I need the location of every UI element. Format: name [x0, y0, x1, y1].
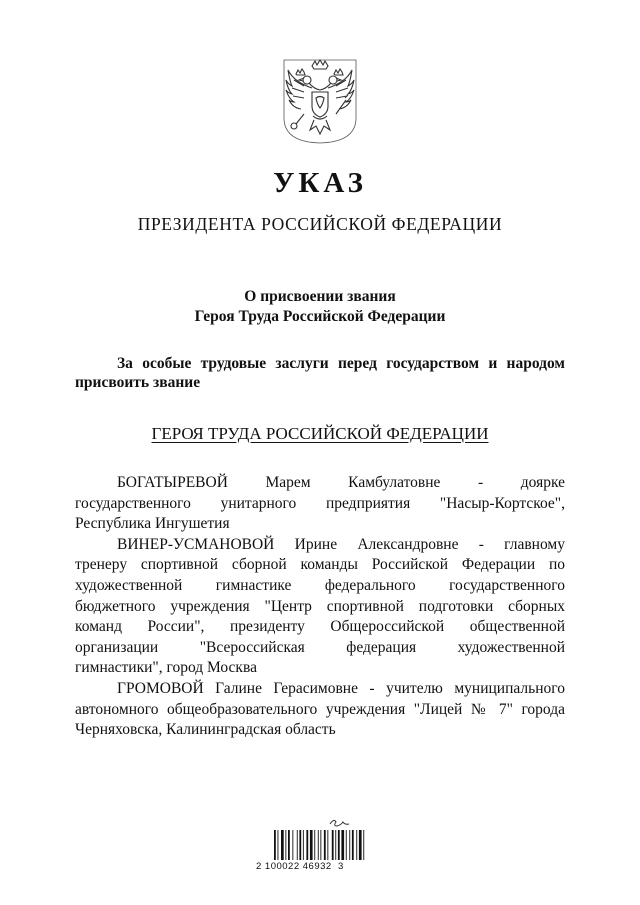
barcode-bar	[306, 830, 308, 860]
barcode-bar	[310, 830, 313, 860]
barcode-bar	[335, 830, 336, 860]
barcode-bar	[285, 830, 286, 860]
barcode-bar	[332, 830, 334, 860]
handwritten-mark	[330, 820, 349, 826]
awardee-entry	[75, 473, 565, 535]
award-title	[0, 423, 640, 445]
barcode-bar	[338, 830, 340, 860]
awardee-line: команд России", президенту Общероссийской общественной	[75, 618, 565, 636]
awardee-line: ГРОМОВОЙ Галине Герасимовне - учителю муниципального	[117, 679, 565, 697]
barcode-bar	[359, 830, 362, 860]
barcode-bar	[281, 830, 284, 860]
awardee-line: Черняховска, Калининградская область	[75, 721, 336, 739]
awardee-line: Республика Ингушетия	[75, 515, 230, 533]
awardee-line: тренеру спортивной сборной команды Российской Федерации по	[75, 556, 565, 574]
awardee-line: БОГАТЫРЕВОЙ Марем Камбулатовне - доярке	[117, 474, 565, 491]
decree-subject-line: О присвоении звания	[244, 288, 396, 305]
barcode-bar	[278, 830, 279, 860]
barcode-bar	[341, 830, 344, 860]
decree-subject-line: Героя Труда Российской Федерации	[194, 308, 446, 325]
barcode-bar	[349, 830, 350, 860]
barcode-bar	[274, 830, 276, 860]
barcode-bar	[297, 830, 298, 860]
award-title-text: ГЕРОЯ ТРУДА РОССИЙСКОЙ ФЕДЕРАЦИИ	[151, 424, 489, 443]
barcode-bar	[352, 830, 354, 860]
barcode-bar	[346, 830, 347, 860]
barcode-bar	[320, 830, 321, 860]
barcode-bar	[356, 830, 357, 860]
document-subtitle: ПРЕЗИДЕНТА РОССИЙСКОЙ ФЕДЕРАЦИИ	[137, 214, 503, 234]
barcode-number: 2 100022 46932 3	[256, 861, 344, 872]
barcode-bar	[299, 830, 301, 860]
awardee-line: художественной гимнастике федерального государственного	[75, 576, 565, 594]
awardee-entry	[75, 535, 565, 679]
awardee-line: бюджетного учреждения "Центр спортивной подготовки сборных	[75, 597, 565, 615]
barcode-bar	[363, 830, 364, 860]
barcode-bar	[292, 830, 293, 860]
awardee-line: государственного унитарного предприятия "Насыр-Кортское",	[75, 494, 565, 512]
awardee-line: автономного общеобразовательного учреждения "Лицей № 7" города	[75, 700, 565, 718]
barcode-bar	[318, 830, 319, 860]
barcode-bar	[288, 830, 290, 860]
preamble	[75, 354, 565, 392]
decree-subject	[0, 287, 640, 327]
preamble-line: За особые трудовые заслуги перед государством и народом	[117, 355, 565, 372]
barcode-bar	[324, 830, 326, 860]
awardee-entry	[75, 679, 565, 741]
preamble-line: присвоить звание	[75, 374, 201, 391]
barcode-bar	[327, 830, 328, 860]
awardee-line: ВИНЕР-УСМАНОВОЙ Ирине Александровне - главному	[117, 535, 565, 553]
awardee-line: гимнастики", город Москва	[75, 659, 257, 677]
coat-of-arms-icon	[282, 58, 358, 144]
barcode-bar	[303, 830, 304, 860]
barcode-bar	[314, 830, 315, 860]
awardee-line: организации "Всероссийская федерация художественной	[75, 638, 565, 656]
awardees-list	[75, 473, 565, 741]
document-title: УКАЗ	[273, 167, 367, 199]
